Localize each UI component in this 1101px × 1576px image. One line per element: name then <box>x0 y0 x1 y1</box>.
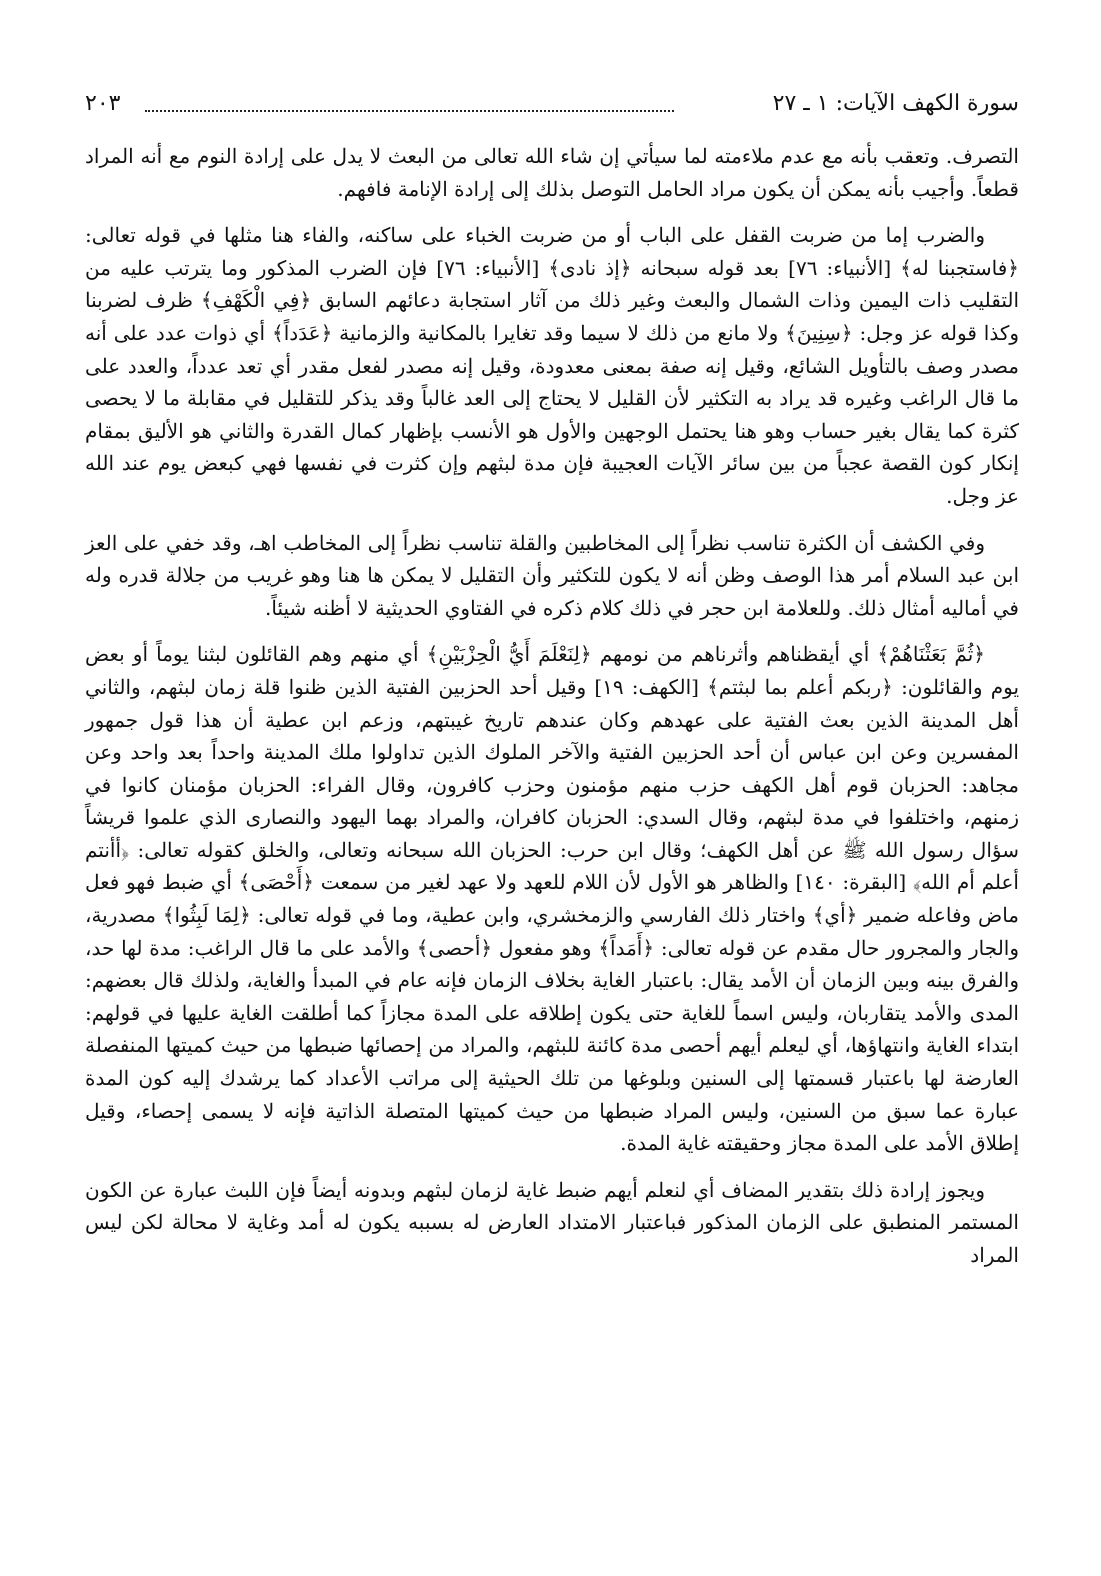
paragraph: ﴿ثُمَّ بَعَثْنَاهُمْ﴾ أي أيقظناهم وأثرناهم من نومهم ﴿لِنَعْلَمَ أَيُّ الْحِزْبَيْنِ﴾ أي منهم وهم القائلون لبثنا يوماً أو بعض يوم والقائلون: ﴿ربكم أعلم بما لبثتم﴾ [الكهف: ١٩] وقيل أحد الحزبين الفتية الذين ظنوا قلة زمان لبثهم، والثاني أهل المدينة الذين بعث الفتية على عهدهم وكان عندهم تاريخ غيبتهم، وزعم ابن عطية أن هذا قول جمهور المفسرين وعن ابن عباس أن أحد الحزبين الفتية والآخر الملوك الذين تداولوا ملك المدينة واحداً بعد واحد وعن مجاهد: الحزبان قوم أهل الكهف حزب منهم مؤمنون وحزب كافرون، وقال الفراء: الحزبان مؤمنان كانوا في زمنهم، واختلفوا في مدة لبثهم، وقال السدي: الحزبان كافران، والمراد بهما اليهود والنصارى الذي علموا قريشاً سؤال رسول الله ﷺ عن أهل الكهف؛ وقال ابن حرب: الحزبان الله سبحانه وتعالى، والخلق كقوله تعالى: ﴿أأنتم أعلم أم الله﴾ [البقرة: ١٤٠] والظاهر هو الأول لأن اللام للعهد ولا عهد لغير من سمعت ﴿أَحْصَى﴾ أي ضبط فهو فعل ماض وفاعله ضمير ﴿أي﴾ واختار ذلك الفارسي والزمخشري، وابن عطية، وما في قوله تعالى: ﴿لِمَا لَبِثُوا﴾ مصدرية، والجار والمجرور حال مقدم عن قوله تعالى: ﴿أَمَداً﴾ وهو مفعول ﴿أحصى﴾ والأمد على ما قال الراغب: مدة لها حد، والفرق بينه وبين الزمان أن الأمد يقال: باعتبار الغاية بخلاف الزمان فإنه عام في المبدأ والغاية، ولذلك قال بعضهم: المدى والأمد يتقاربان، وليس اسماً للغاية حتى يكون إطلاقه على المدة مجازاً كما أطلقت الغاية عليها في قولهم: ابتداء الغاية وانتهاؤها، أي ليعلم أيهم أحصى مدة كائنة للبثهم، والمراد من إحصائها ضبطها من حيث كميتها المنفصلة العارضة لها باعتبار قسمتها إلى السنين وبلوغها من تلك الحيثية إلى مراتب الأعداد كما يرشدك إليه كون المدة عبارة عما سبق من السنين، وليس المراد ضبطها من حيث كميتها المتصلة الذاتية فإنه لا يسمى إحصاء، وقيل إطلاق الأمد على المدة مجاز وحقيقته غاية المدة. <box>85 642 1020 1156</box>
dot-leader <box>145 110 674 112</box>
running-title: سورة الكهف الآيات: ١ ـ ٢٧ <box>772 91 1019 116</box>
paragraph: ويجوز إرادة ذلك بتقدير المضاف أي لنعلم أيهم ضبط غاية لزمان لبثهم وبدونه أيضاً فإن اللبث عبارة عن الكون المستمر المنطبق على الزمان المذكور فباعتبار الامتداد العارض له بسببه يكون له أمد وغاية لا محالة لكن ليس المراد <box>85 1177 1019 1267</box>
page-header <box>85 86 1019 122</box>
paragraph: والضرب إما من ضربت القفل على الباب أو من ضربت الخباء على ساكنه، والفاء هنا مثلها في قوله تعالى: ﴿فاستجبنا له﴾ [الأنبياء: ٧٦] بعد قوله سبحانه ﴿إذ نادى﴾ [الأنبياء: ٧٦] فإن الضرب المذكور وما يترتب عليه من التقليب ذات اليمين وذات الشمال والبعث وغير ذلك من آثار استجابة دعائهم السابق ﴿فِي الْكَهْفِ﴾ ظرف لضربنا وكذا قوله عز وجل: ﴿سِنِينَ﴾ ولا مانع من ذلك لا سيما وقد تغايرا بالمكانية والزمانية ﴿عَدَداً﴾ أي ذوات عدد على أنه مصدر وصف بالتأويل الشائع، وقيل إنه صفة بمعنى معدودة، وقيل إنه مصدر لفعل مقدر أي تعد عدداً، والعدد على ما قال الراغب وغيره قد يراد به التكثير لأن القليل لا يحتاج إلى العد غالباً وقد يذكر للتقليل في مقابلة ما لا يحصى كثرة كما يقال بغير حساب وهو هنا يحتمل الوجهين والأول هو الأنسب بإظهار كمال القدرة والثاني هو الأليق بمقام إنكار كون القصة عجباً من بين سائر الآيات العجيبة فإن مدة لبثهم وإن كثرت في نفسها فهي كبعض يوم عند الله عز وجل. <box>85 223 1019 508</box>
page-number: ٢٠٣ <box>85 91 121 116</box>
paragraph: التصرف. وتعقب بأنه مع عدم ملاءمته لما سيأتي إن شاء الله تعالى من البعث لا يدل على إرادة النوم مع أنه المراد قطعاً. وأجيب بأنه يمكن أن يكون مراد الحامل التوصل بذلك إلى إرادة الإنامة فافهم. <box>85 144 1019 201</box>
paragraph: وفي الكشف أن الكثرة تناسب نظراً إلى المخاطبين والقلة تناسب نظراً إلى المخاطب اهـ، وقد خفي على العز ابن عبد السلام أمر هذا الوصف وظن أنه لا يكون للتكثير وأن التقليل لا يمكن ها هنا وهو غريب من جلالة قدره وله في أماليه أمثال ذلك. وللعلامة ابن حجر في ذلك كلام ذكره في الفتاوي الحديثية لا أظنه شيئاً. <box>85 530 1019 620</box>
page-body <box>85 140 1019 1286</box>
